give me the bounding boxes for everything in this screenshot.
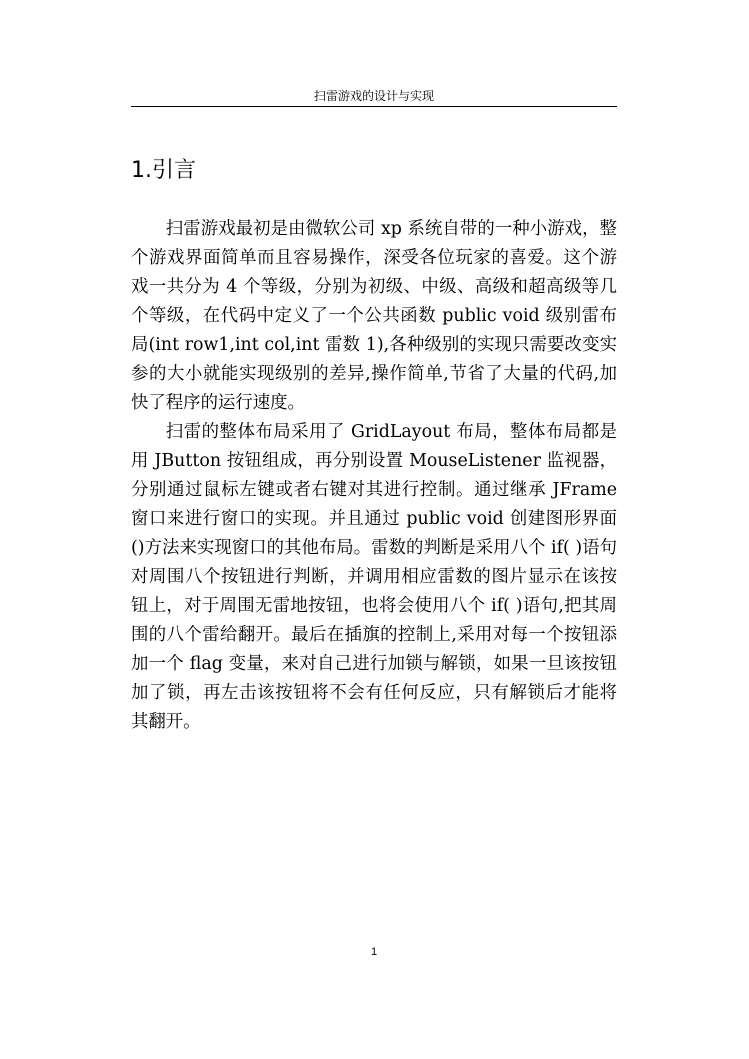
- section-heading: 1.引言: [131, 158, 196, 183]
- page-number: 1: [370, 946, 378, 958]
- page-header: 扫雷游戏的设计与实现: [313, 89, 434, 103]
- header-divider: [131, 106, 617, 107]
- document-body: [131, 215, 617, 737]
- paragraph-2: 扫雷的整体布局采用了 GridLayout 布局，整体布局都是用 JButton 按钮组成，再分别设置 MouseListener 监视器，分别通过鼠标左键或者右键对其进行控制。通过继承 JFrame 窗口来进行窗口的实现。并且通过 public void 创建图形界面()方法来实现窗口的其他布局。雷数的判断是采用八个 if( )语句对周围八个按钮进行判断，并调用相应雷数的图片显示在该按钮上，对于周围无雷地按钮，也将会使用八个 if( )语句,把其周围的八个雷给翻开。最后在插旗的控制上,采用对每一个按钮添加一个 flag 变量，来对自己进行加锁与解锁，如果一旦该按钮加了锁，再左击该按钮将不会有任何反应，只有解锁后才能将其翻开。: [131, 422, 617, 732]
- paragraph-1: 扫雷游戏最初是由微软公司 xp 系统自带的一种小游戏，整个游戏界面简单而且容易操作，深受各位玩家的喜爱。这个游戏一共分为 4 个等级，分别为初级、中级、高级和超高级等几个等级，在代码中定义了一个公共函数 public void 级别雷布局(int row1,int col,int 雷数 1),各种级别的实现只需要改变实参的大小就能实现级别的差异,操作简单,节省了大量的代码,加快了程序的运行速度。: [131, 219, 617, 413]
